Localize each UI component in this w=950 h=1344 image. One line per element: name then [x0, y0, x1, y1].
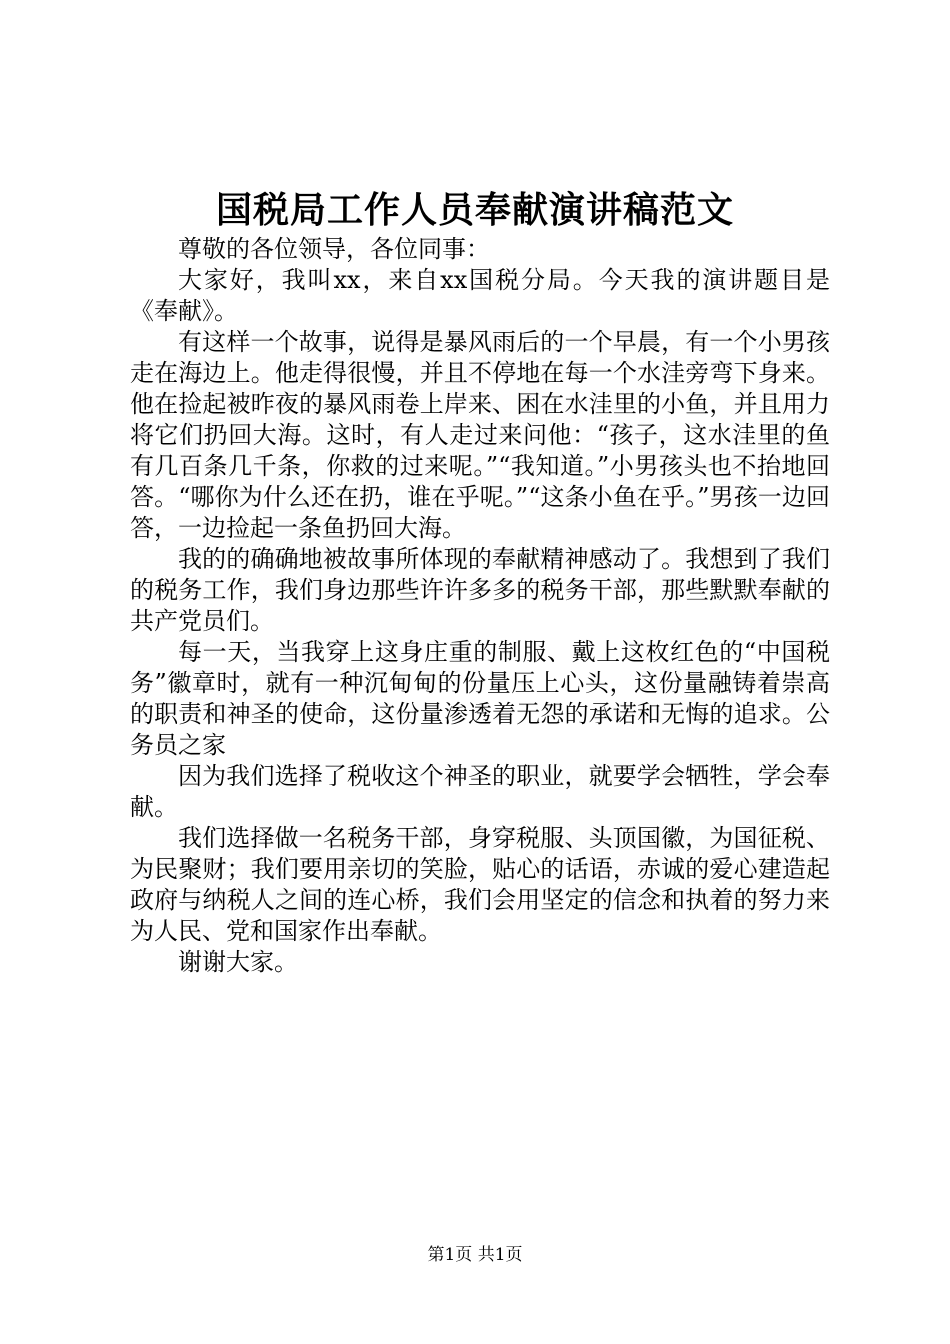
- closing-paragraph: 谢谢大家。: [178, 948, 298, 976]
- intro-paragraph: 大家好，我叫xx，来自xx国税分局。今天我的演讲题目是《奉献》。: [130, 266, 830, 325]
- document-body: [130, 234, 830, 978]
- sacrifice-paragraph: 因为我们选择了税收这个神圣的职业，就要学会牺牲，学会奉献。: [130, 762, 830, 821]
- story-paragraph: 有这样一个故事，说得是暴风雨后的一个早晨，有一个小男孩走在海边上。他走得很慢，并且不停地在每一个水洼旁弯下身来。他在捡起被昨夜的暴风雨卷上岸来、困在水洼里的小鱼，并且用力将它们扔回大海。这时，有人走过来问他：“孩子，这水洼里的鱼有几百条几千条，你救的过来呢。”“我知道。”小男孩头也不抬地回答。“哪你为什么还在扔，谁在乎呢。”“这条小鱼在乎。”男孩一边回答，一边捡起一条鱼扔回大海。: [130, 328, 830, 542]
- uniform-paragraph: 每一天，当我穿上这身庄重的制服、戴上这枚红色的“中国税务”徽章时，就有一种沉甸甸的份量压上心头，这份量融铸着崇高的职责和神圣的使命，这份量渗透着无怨的承诺和无悔的追求。公务员之家: [130, 638, 830, 759]
- mission-paragraph: 我们选择做一名税务干部，身穿税服、头顶国徽，为国征税、为民聚财；我们要用亲切的笑脸，贴心的话语，赤诚的爱心建造起政府与纳税人之间的连心桥，我们会用坚定的信念和执着的努力来为人民、党和国家作出奉献。: [130, 824, 830, 945]
- salutation-paragraph: 尊敬的各位领导，各位同事：: [178, 235, 490, 263]
- page-footer: 第1页 共1页: [427, 1245, 523, 1265]
- reflection-paragraph: 我的的确确地被故事所体现的奉献精神感动了。我想到了我们的税务工作，我们身边那些许许多多的税务干部，那些默默奉献的共产党员们。: [130, 545, 830, 635]
- document-title: 国税局工作人员奉献演讲稿范文: [215, 189, 734, 231]
